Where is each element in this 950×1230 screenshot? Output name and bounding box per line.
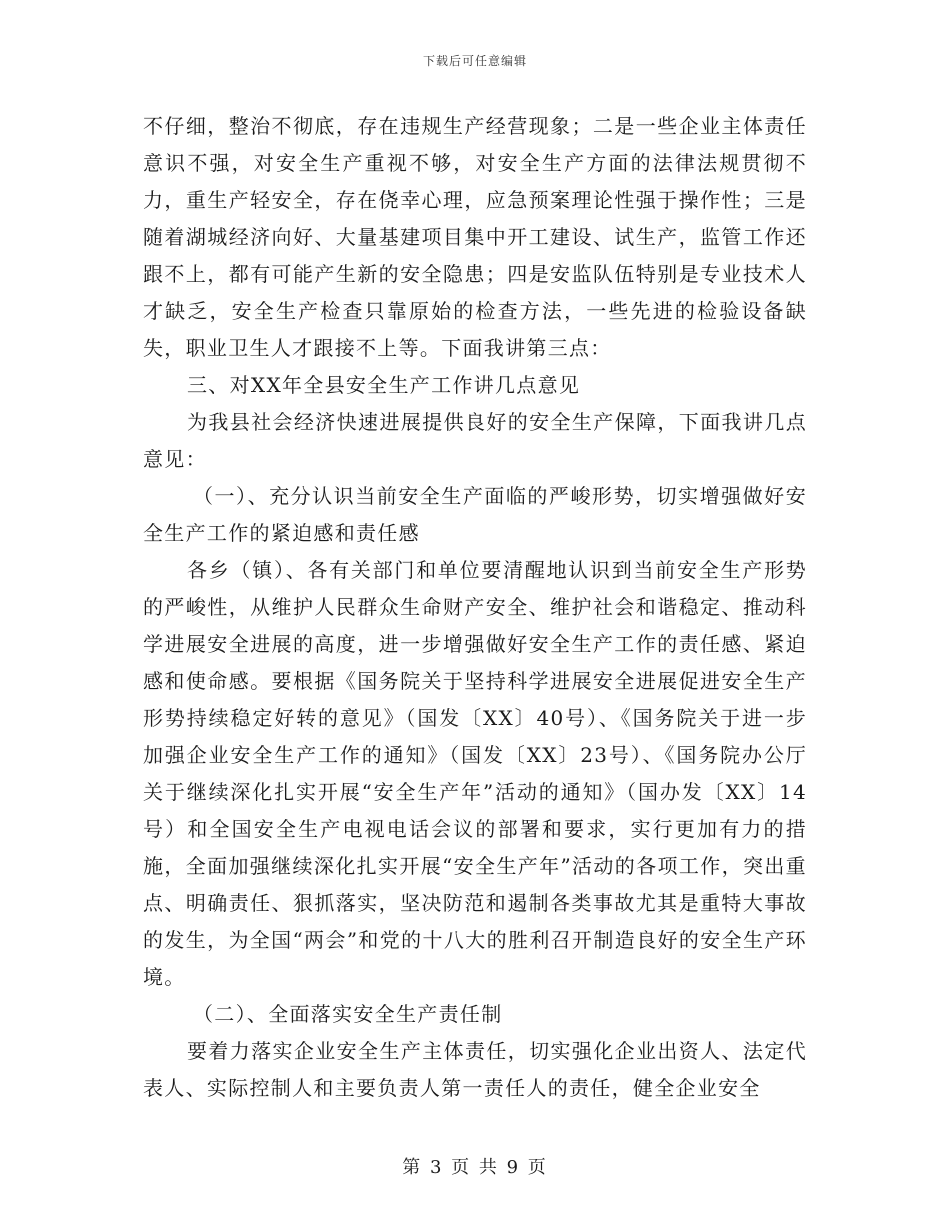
subsection-heading: （二）、全面落实安全生产责任制 [193, 1002, 503, 1026]
document-body [143, 108, 807, 1107]
paragraph: 要着力落实企业安全生产主体责任，切实强化企业出资人、法定代表人、实际控制人和主要负责人第一责任人的责任，健全企业安全 [143, 1039, 807, 1100]
paragraph: 不仔细，整治不彻底，存在违规生产经营现象；二是一些企业主体责任意识不强，对安全生产重视不够，对安全生产方面的法律法规贯彻不力，重生产轻安全，存在侥幸心理，应急预案理论性强于操作性；三是随着湖城经济向好、大量基建项目集中开工建设、试生产，监管工作还跟不上，都有可能产生新的安全隐患；四是安监队伍特别是专业技术人才缺乏，安全生产检查只靠原始的检查方法，一些先进的检验设备缺失，职业卫生人才跟接不上等。下面我讲第三点： [143, 114, 807, 360]
paragraph: 为我县社会经济快速进展提供良好的安全生产保障，下面我讲几点意见： [143, 410, 807, 471]
page-header-note: 下载后可任意编辑 [422, 54, 527, 68]
page-number: 第 3 页 共 9 页 [402, 1157, 548, 1178]
subsection-heading: （一）、充分认识当前安全生产面临的严峻形势，切实增强做好安全生产工作的紧迫感和责任感 [143, 484, 807, 545]
section-heading: 三、对XX年全县安全生产工作讲几点意见 [187, 373, 581, 397]
paragraph: 各乡（镇）、各有关部门和单位要清醒地认识到当前安全生产形势的严峻性，从维护人民群众生命财产安全、维护社会和谐稳定、推动科学进展安全进展的高度，进一步增强做好安全生产工作的责任感、紧迫感和使命感。要根据《国务院关于坚持科学进展安全进展促进安全生产形势持续稳定好转的意见》（国发〔XX〕40号）、《国务院关于进一步加强企业安全生产工作的通知》（国发〔XX〕23号）、《国务院办公厅关于继续深化扎实开展“安全生产年”活动的通知》（国办发〔XX〕14号）和全国安全生产电视电话会议的部署和要求，实行更加有力的措施，全面加强继续深化扎实开展“安全生产年”活动的各项工作，突出重点、明确责任、狠抓落实，坚决防范和遏制各类事故尤其是重特大事故的发生，为全国“两会”和党的十八大的胜利召开制造良好的安全生产环境。 [143, 558, 807, 989]
